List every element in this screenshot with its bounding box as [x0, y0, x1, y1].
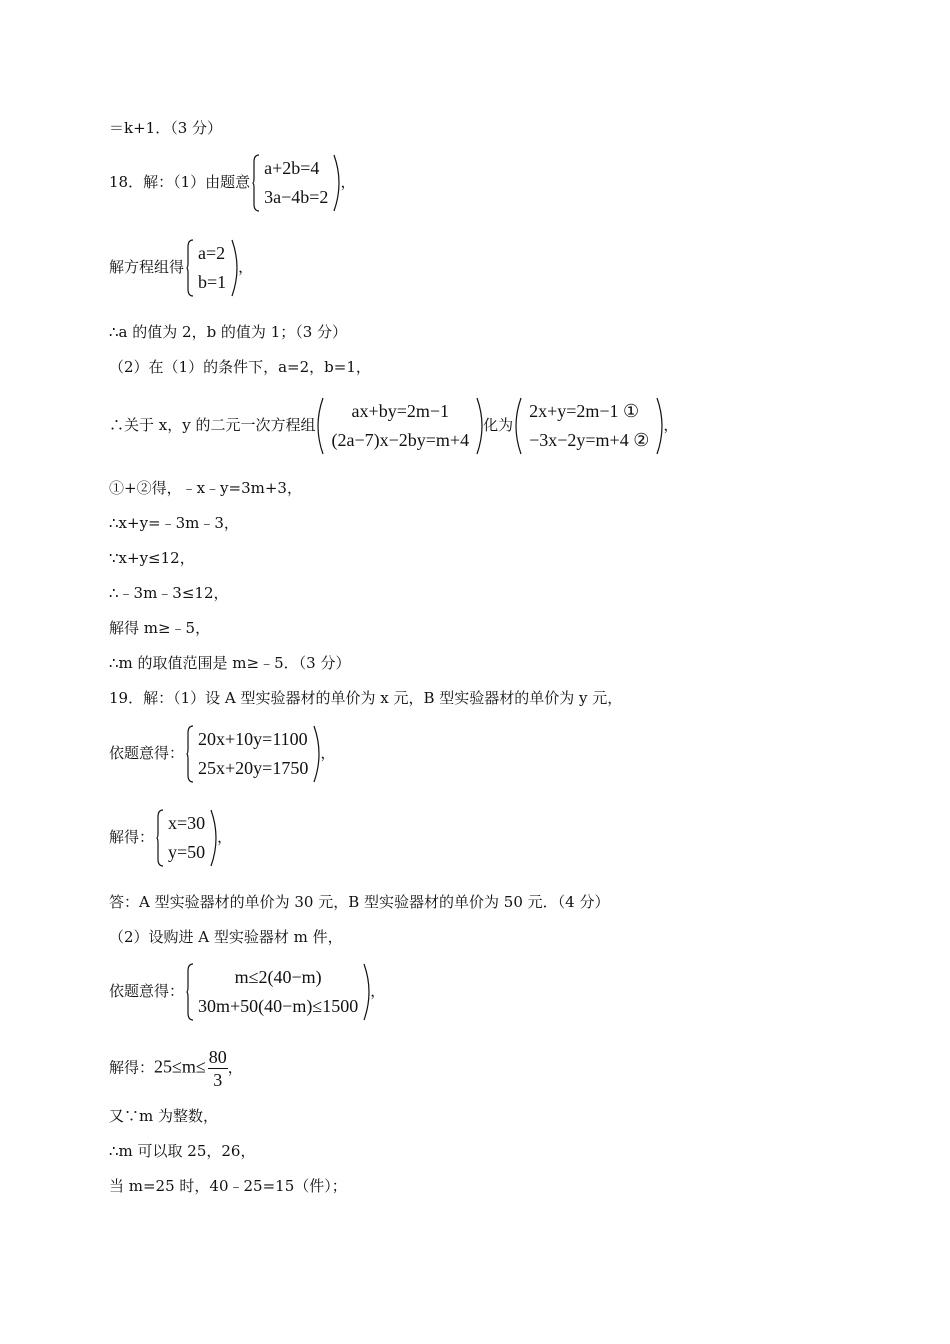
equation-system: [252, 154, 340, 212]
text-line: 当 m=25 时，40﹣25=15（件）；: [109, 1177, 347, 1195]
equation: 20x+10y=1100: [198, 729, 308, 749]
equation: x=30: [168, 813, 206, 833]
text-lead: 解得：: [109, 828, 155, 846]
fraction: [208, 1046, 228, 1091]
text-lead: ∴关于 x，y 的二元一次方程组: [109, 416, 316, 434]
text-line: ∵x+y≤12，: [109, 549, 195, 567]
text-lead: 解得：: [109, 1058, 155, 1077]
fraction-numerator: 80: [208, 1047, 227, 1067]
comma: ，: [238, 258, 254, 276]
equation-system: [515, 397, 663, 455]
equation: 2x+y=2m−1 ①: [529, 401, 640, 421]
inequality: 25≤m≤: [154, 1056, 206, 1077]
equation: 3a−4b=2: [264, 187, 329, 207]
inequality-system-body: [186, 963, 370, 1021]
text-line: 19．解：（1）设 A 型实验器材的单价为 x 元，B 型实验器材的单价为 y 元，: [109, 689, 623, 707]
text-line: 解得 m≥﹣5，: [109, 619, 211, 637]
problem-18-condition: [109, 154, 355, 212]
text-line: ＝k+1．（3 分）: [109, 119, 223, 137]
equation: ax+by=2m−1: [351, 401, 449, 421]
comma: ，: [320, 744, 336, 762]
equation-system-transform: [109, 397, 678, 455]
inequality: m≤2(40−m): [234, 967, 322, 987]
text-line: （2）设购进 A 型实验器材 m 件，: [109, 928, 343, 946]
text-line: ∴m 的取值范围是 m≥﹣5．（3 分）: [109, 654, 351, 672]
text-line: ①+②得，﹣x﹣y=3m+3，: [109, 479, 302, 497]
solution-m-range: [109, 1046, 243, 1091]
text-line: （2）在（1）的条件下，a=2，b=1，: [109, 358, 371, 376]
inequality-system: [109, 963, 385, 1021]
text-line: ∴﹣3m﹣3≤12，: [109, 584, 229, 602]
equation: −3x−2y=m+4 ②: [529, 430, 650, 450]
equation-system: [186, 239, 238, 297]
fraction-denominator: 3: [213, 1070, 223, 1090]
inequality: 30m+50(40−m)≤1500: [198, 996, 359, 1016]
solution-ab: [109, 239, 253, 297]
equation: y=50: [168, 842, 206, 862]
equation: 25x+20y=1750: [198, 758, 309, 778]
comma: ，: [370, 982, 386, 1000]
equation-system: [317, 397, 483, 455]
text-line: 答：A 型实验器材的单价为 30 元，B 型实验器材的单价为 50 元．（4 分）: [109, 893, 610, 911]
equation: a+2b=4: [264, 158, 320, 178]
problem-19-system: [109, 725, 335, 783]
text-lead: 依题意得：: [109, 744, 185, 762]
solution-xy: [109, 809, 232, 867]
comma: ，: [217, 828, 233, 846]
text-mid: 化为: [483, 416, 514, 434]
equation: b=1: [198, 272, 227, 292]
text-lead: 解方程组得: [109, 258, 185, 276]
text-lead: 18．解：（1）由题意: [109, 173, 251, 191]
text-line: 又∵m 为整数，: [109, 1107, 218, 1125]
equation: (2a−7)x−2by=m+4: [331, 430, 470, 450]
comma: ，: [663, 416, 679, 434]
text-lead: 依题意得：: [109, 982, 185, 1000]
comma: ，: [340, 173, 356, 191]
comma: ，: [227, 1058, 243, 1077]
equation-system: [156, 809, 217, 867]
equation: a=2: [198, 243, 226, 263]
equation-system: [186, 725, 320, 783]
text-line: ∴m 可以取 25，26，: [109, 1142, 256, 1160]
text-line: ∴a 的值为 2，b 的值为 1；（3 分）: [109, 323, 348, 341]
text-line: ∴x+y=﹣3m﹣3，: [109, 514, 239, 532]
